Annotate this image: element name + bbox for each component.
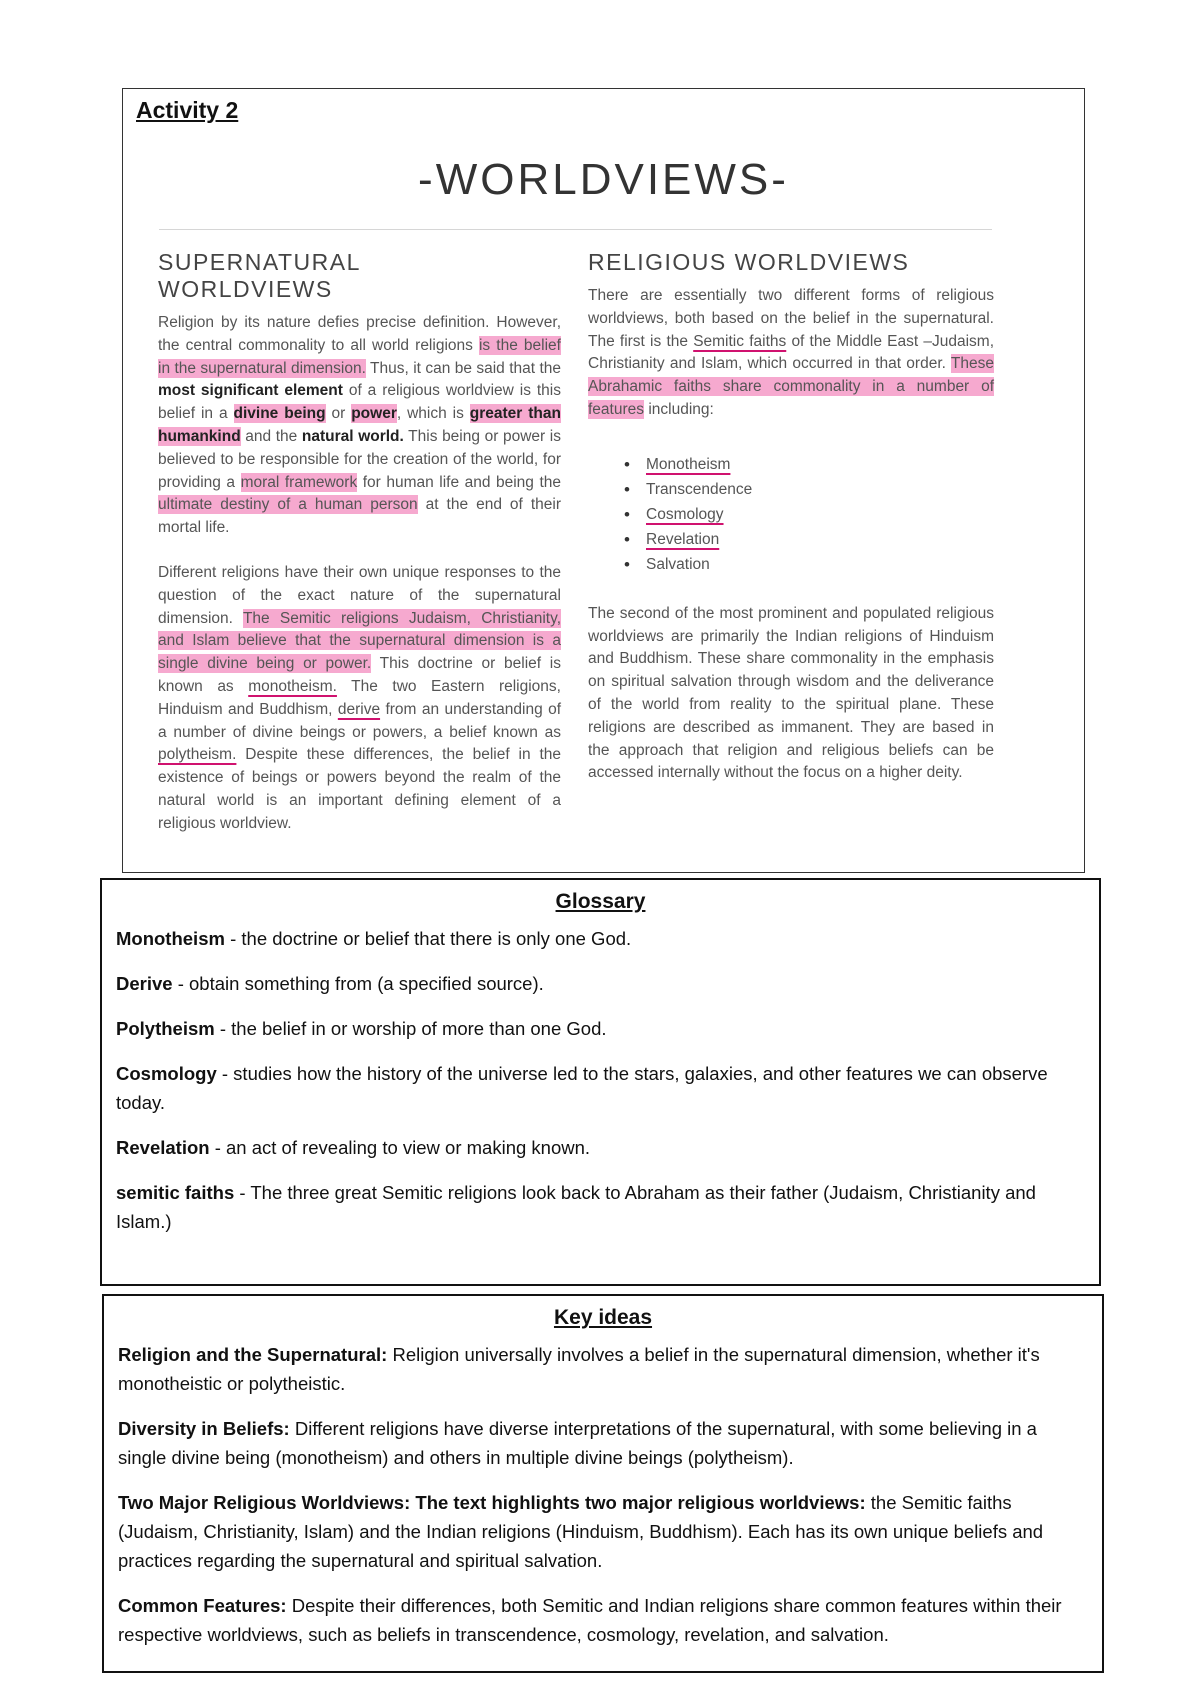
glossary-term: semitic faiths — [116, 1182, 235, 1203]
list-item — [624, 552, 994, 577]
text-run: Religion by its nature defies precise definition. However, the central commonality to all world religions — [158, 314, 561, 354]
glossary-term: Revelation — [116, 1137, 210, 1158]
glossary-definition: - the belief in or worship of more than one God. — [214, 1018, 607, 1039]
glossary-entry — [116, 1014, 1087, 1043]
text-run: Different religions have their own unique responses to the question of the exact nature of the supernatural dimension. — [158, 563, 561, 627]
list-item — [624, 477, 994, 502]
key-idea-term: Common Features: — [118, 1595, 287, 1616]
list-item-label: Cosmology — [646, 505, 724, 523]
supernatural-heading — [158, 249, 561, 303]
key-ideas-box — [102, 1294, 1104, 1673]
bold-text: most significant element — [158, 382, 343, 400]
text-run: from an understanding of a number of divine beings or powers, a belief known as — [158, 700, 561, 741]
glossary-term: Monotheism — [116, 928, 225, 949]
religious-paragraph-1 — [588, 285, 994, 422]
list-item-label: Monotheism — [646, 455, 731, 473]
glossary-definition: - obtain something from (a specified source). — [172, 973, 544, 994]
list-item — [624, 527, 994, 552]
glossary-entry — [116, 1059, 1087, 1117]
underlined-term: monotheism. — [248, 677, 337, 695]
key-idea-text: Religion universally involves a belief in the supernatural dimension, whether it's monotheistic or polytheistic. — [118, 1344, 1040, 1394]
text-run: There are essentially two different forms of religious worldviews, both based on the belief in the supernatural. The first is the — [588, 287, 994, 350]
glossary-entry — [116, 1178, 1087, 1236]
supernatural-worldviews-column — [158, 249, 561, 836]
features-list — [624, 452, 994, 577]
key-idea-term: Religion and the Supernatural: — [118, 1344, 388, 1365]
highlighted-bold-text: divine being — [233, 405, 326, 423]
glossary-entry — [116, 1133, 1087, 1162]
underlined-term: polytheism. — [158, 746, 237, 764]
key-idea-term: Diversity in Beliefs: — [118, 1418, 290, 1439]
religious-heading: RELIGIOUS WORLDVIEWS — [588, 249, 910, 275]
text-run: at the end of their mortal life. — [158, 496, 562, 537]
underlined-term: derive — [337, 700, 381, 718]
key-idea-entry — [118, 1340, 1090, 1398]
glossary-definition: - the doctrine or belief that there is only one God. — [224, 928, 632, 949]
text-run: of a religious worldview is this belief in a — [158, 382, 561, 423]
glossary-heading: Glossary — [555, 890, 646, 913]
glossary-definition: - The three great Semitic religions look back to Abraham as their father (Judaism, Christianity and Islam.) — [116, 1182, 1036, 1232]
underlined-term: Semitic faiths — [693, 332, 787, 350]
activity-worksheet — [122, 88, 1085, 873]
highlighted-bold-text: power — [351, 405, 397, 423]
key-idea-text: Different religions have diverse interpretations of the supernatural, with some believing in a single divine being (monotheism) and others in multiple divine beings (polytheism). — [118, 1418, 1037, 1468]
text-run: or — [325, 405, 352, 423]
supernatural-heading-line2: WORLDVIEWS — [158, 276, 333, 302]
key-idea-text: Despite their differences, both Semitic and Indian religions share common features within their respective worldviews, such as beliefs in transcendence, cosmology, revelation, and salvation. — [118, 1595, 1062, 1645]
text-run: including: — [644, 400, 714, 418]
list-item — [624, 452, 994, 477]
key-idea-text: the Semitic faiths (Judaism, Christianity, Islam) and the Indian religions (Hinduism, Buddhism). Each has its own unique beliefs and practices regarding the supernatural and spiritual salvation. — [118, 1492, 1044, 1571]
glossary-list — [102, 924, 1099, 1236]
highlighted-text: These Abrahamic faiths share commonality in a number of features — [588, 355, 994, 418]
supernatural-paragraph-2 — [158, 562, 561, 836]
glossary-entry — [116, 924, 1087, 953]
highlighted-text: moral framework — [240, 473, 358, 491]
text-run: This being or power is believed to be responsible for the creation of the world, for providing a — [158, 427, 562, 491]
text-run: Despite these differences, the belief in the existence of beings or powers beyond the realm of the natural world is an important defining element of a religious worldview. — [158, 746, 561, 832]
list-item-label: Salvation — [646, 555, 710, 573]
highlighted-text: The Semitic religions Judaism, Christianity, and Islam believe that the supernatural dimension is a single divine being or power. — [158, 609, 562, 673]
text-run: The two Eastern religions, Hinduism and Buddhism, — [158, 677, 561, 718]
highlighted-text: ultimate destiny of a human person — [158, 496, 418, 514]
religious-paragraph-2: The second of the most prominent and populated religious worldviews are primarily the Indian religions of Hinduism and Buddhism. These share commonality in the emphasis on spiritual salvation through wisdom and the deliverance of the world from reality to the spiritual plane. These religions are described as immanent. They are based in the approach that religion and religious beliefs can be accessed internally without the focus on a higher deity. — [588, 604, 994, 782]
highlighted-bold-text: greater than humankind — [158, 405, 561, 445]
supernatural-heading-line1: SUPERNATURAL — [158, 249, 361, 275]
glossary-entry — [116, 969, 1087, 998]
glossary-term: Polytheism — [116, 1018, 215, 1039]
key-idea-entry — [118, 1591, 1090, 1649]
religious-worldviews-column — [588, 249, 994, 785]
key-idea-entry — [118, 1488, 1090, 1575]
title-divider — [159, 229, 992, 230]
activity-label: Activity 2 — [136, 97, 239, 123]
text-run: of the Middle East –Judaism, Christianity and Islam, which occurred in that order. — [588, 332, 994, 373]
list-item-label: Transcendence — [646, 480, 753, 498]
supernatural-paragraph-1 — [158, 312, 561, 540]
glossary-definition: - an act of revealing to view or making known. — [209, 1137, 591, 1158]
list-item-label: Revelation — [646, 530, 720, 548]
glossary-term: Derive — [116, 973, 173, 994]
text-run: for human life and being the — [357, 473, 561, 491]
list-item — [624, 502, 994, 527]
bold-text: natural world. — [301, 427, 404, 445]
page-title: -WORLDVIEWS- — [418, 155, 789, 204]
text-run: , which is — [396, 405, 470, 423]
key-idea-entry — [118, 1414, 1090, 1472]
text-run: and the — [240, 427, 302, 445]
glossary-term: Cosmology — [116, 1063, 217, 1084]
key-ideas-heading: Key ideas — [553, 1306, 653, 1329]
highlighted-text: is the belief in the supernatural dimension. — [158, 336, 561, 377]
text-run: This doctrine or belief is known as — [158, 655, 561, 695]
key-idea-term: Two Major Religious Worldviews: The text highlights two major religious worldviews: — [118, 1492, 866, 1513]
text-run: Thus, it can be said that the — [365, 359, 561, 377]
key-ideas-list — [104, 1340, 1102, 1649]
glossary-box — [100, 878, 1101, 1286]
glossary-definition: - studies how the history of the universe led to the stars, galaxies, and other features we can observe today. — [116, 1063, 1048, 1113]
